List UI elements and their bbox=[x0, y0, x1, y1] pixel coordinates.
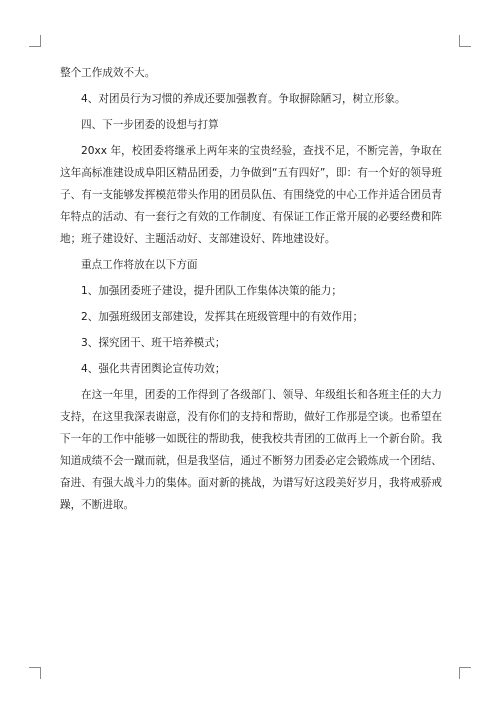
list-item-2: 2、加强班级团支部建设，发挥其在班级管理中的有效作用； bbox=[81, 311, 364, 323]
list-item-3: 3、探究团干、班干培养模式； bbox=[81, 337, 226, 349]
paragraph-plan: 20xx 年，校团委将继承上两年来的宝贵经验，查找不足，不断完善，争取在这年高标准建设成阜阳区精品团委，力争做到“五有四好”，即：有一个好的领导班子、有一支能够发挥模范带头作用的团员队伍、有围绕党的中心工作并适合团员青年特点的活动、有一套行之有效的工作制度、有保证工作正常开展的必要经费和阵地；班子建设好、主题活动好、支部建设好、阵地建设好。 bbox=[60, 145, 442, 245]
paragraph-continuation: 整个工作成效不大。 bbox=[60, 67, 156, 79]
crop-mark-top-left bbox=[29, 35, 41, 47]
paragraph-item-4: 4、对团员行为习惯的养成还要加强教育。争取摒除陋习，树立形象。 bbox=[81, 93, 406, 105]
list-item-1: 1、加强团委班子建设，提升团队工作集体决策的能力； bbox=[81, 285, 342, 297]
paragraph-closing: 在这一年里，团委的工作得到了各级部门、领导、年级组长和各班主任的大力支持，在这里我深表谢意，没有你们的支持和帮助，做好工作那是空谈。也希望在下一年的工作中能够一如既往的帮助我，使我校共青团的工做再上一个新台阶。我知道成绩不会一蹴而就，但是我坚信，通过不断努力团委必定会锻炼成一个团结、奋进、有强大战斗力的集体。面对新的挑战，为谱写好这段美好岁月，我将戒骄戒躁，不断进取。 bbox=[60, 389, 442, 511]
list-item-4: 4、强化共青团舆论宣传功效； bbox=[81, 363, 226, 375]
section-heading: 四、下一步团委的设想与打算 bbox=[81, 119, 219, 131]
crop-mark-bottom-left bbox=[29, 667, 41, 679]
document-body bbox=[60, 62, 442, 520]
paragraph-focus-intro: 重点工作将放在以下方面 bbox=[81, 259, 198, 271]
crop-mark-bottom-right bbox=[459, 667, 471, 679]
crop-mark-top-right bbox=[459, 35, 471, 47]
